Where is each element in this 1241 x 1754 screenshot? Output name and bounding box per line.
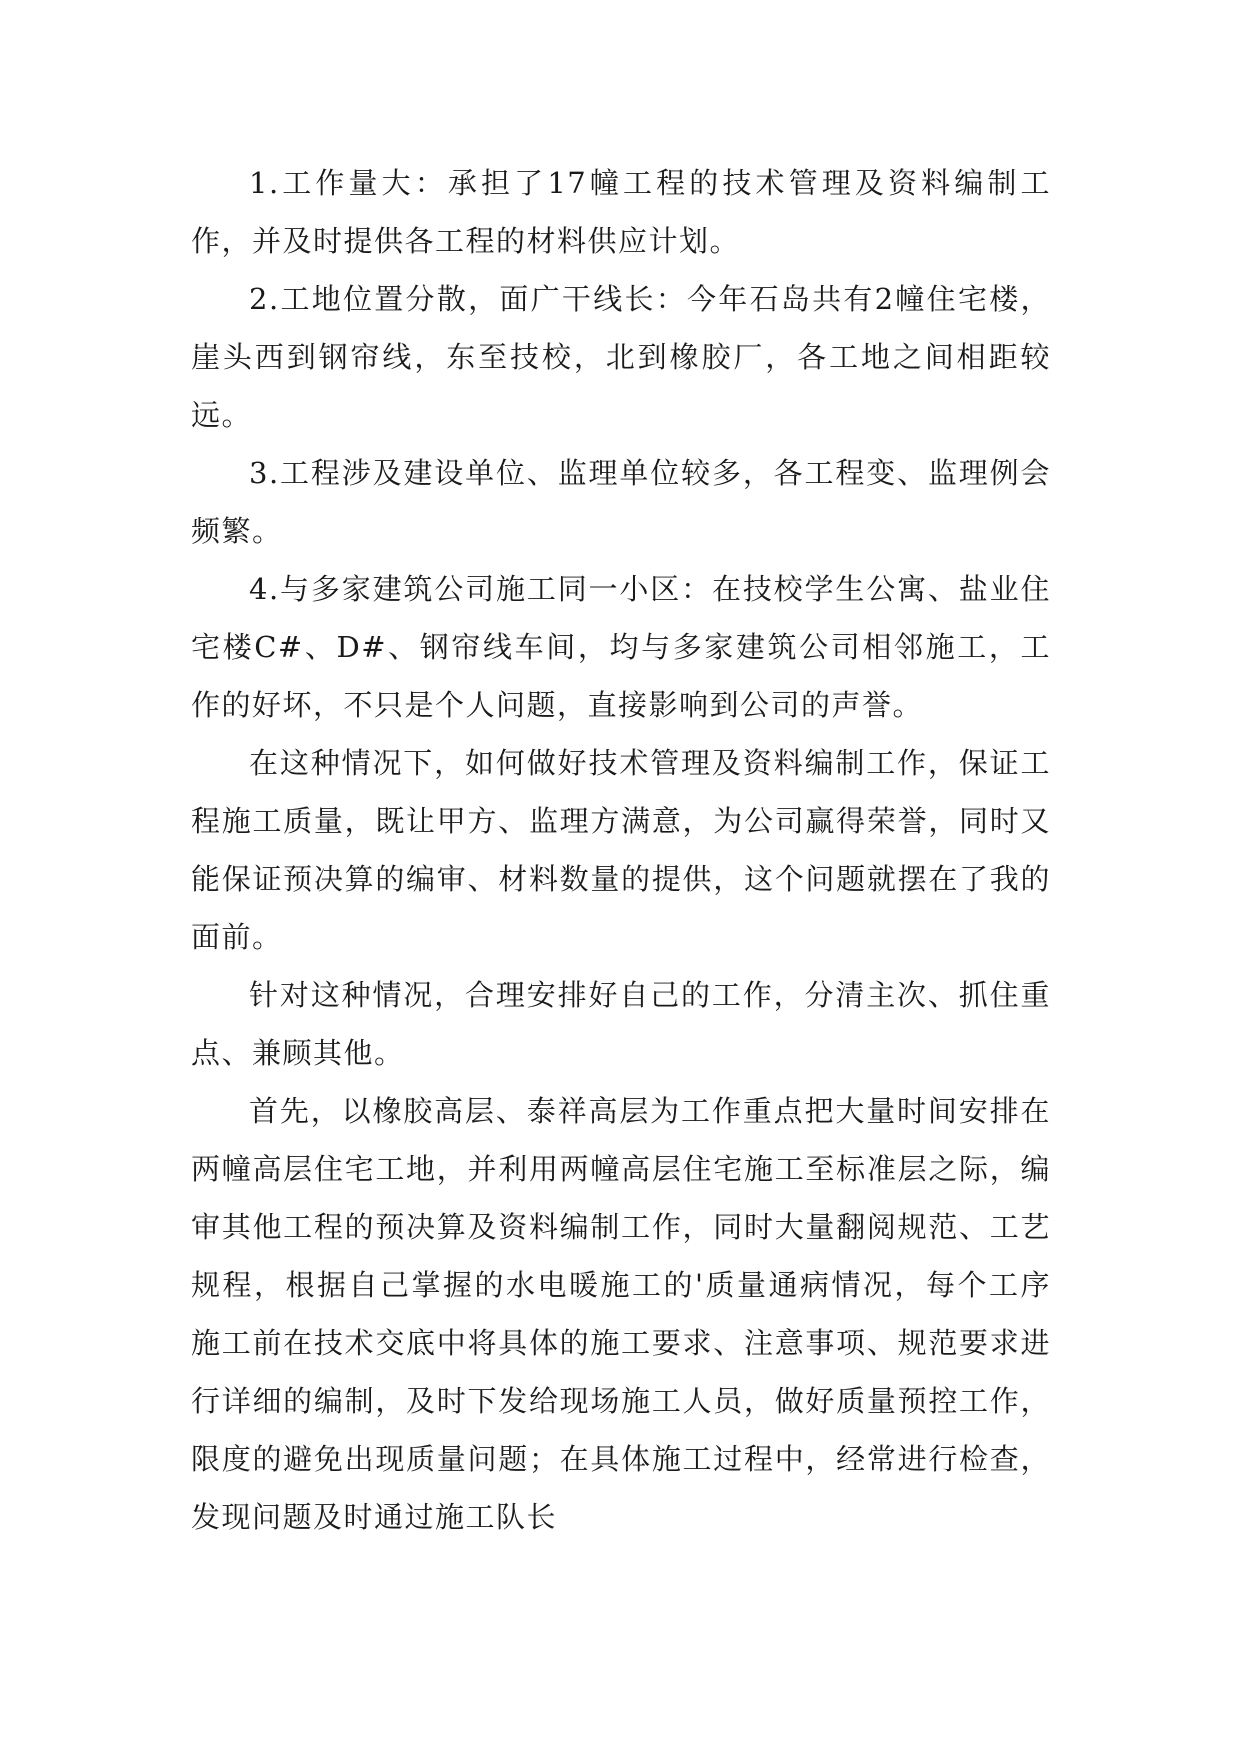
paragraph-situation: 在这种情况下，如何做好技术管理及资料编制工作，保证工程施工质量，既让甲方、监理方满意，为公司赢得荣誉，同时又能保证预决算的编审、材料数量的提供，这个问题就摆在了我的面前。 [191,746,1051,954]
document-body [191,154,1051,1546]
paragraph-arrangement: 针对这种情况，合理安排好自己的工作，分清主次、抓住重点、兼顾其他。 [191,978,1051,1070]
paragraph-site-dispersion: 2.工地位置分散，面广干线长：今年石岛共有2幢住宅楼，崖头西到钢帘线，东至技校，北到橡胶厂，各工地之间相距较远。 [191,282,1051,432]
paragraph-workload: 1.工作量大：承担了17幢工程的技术管理及资料编制工作，并及时提供各工程的材料供应计划。 [191,166,1051,258]
paragraph-shared-community: 4.与多家建筑公司施工同一小区：在技校学生公寓、盐业住宅楼C#、D#、钢帘线车间，均与多家建筑公司相邻施工，工作的好坏，不只是个人问题，直接影响到公司的声誉。 [191,572,1051,722]
paragraph-first-steps: 首先，以橡胶高层、泰祥高层为工作重点把大量时间安排在两幢高层住宅工地，并利用两幢高层住宅施工至标准层之际，编审其他工程的预决算及资料编制工作，同时大量翻阅规范、工艺规程，根据自己掌握的水电暖施工的'质量通病情况，每个工序施工前在技术交底中将具体的施工要求、注意事项、规范要求进行详细的编制，及时下发给现场施工人员，做好质量预控工作，限度的避免出现质量问题；在具体施工过程中，经常进行检查，发现问题及时通过施工队长 [191,1094,1051,1534]
paragraph-many-units: 3.工程涉及建设单位、监理单位较多，各工程变、监理例会频繁。 [191,456,1051,548]
